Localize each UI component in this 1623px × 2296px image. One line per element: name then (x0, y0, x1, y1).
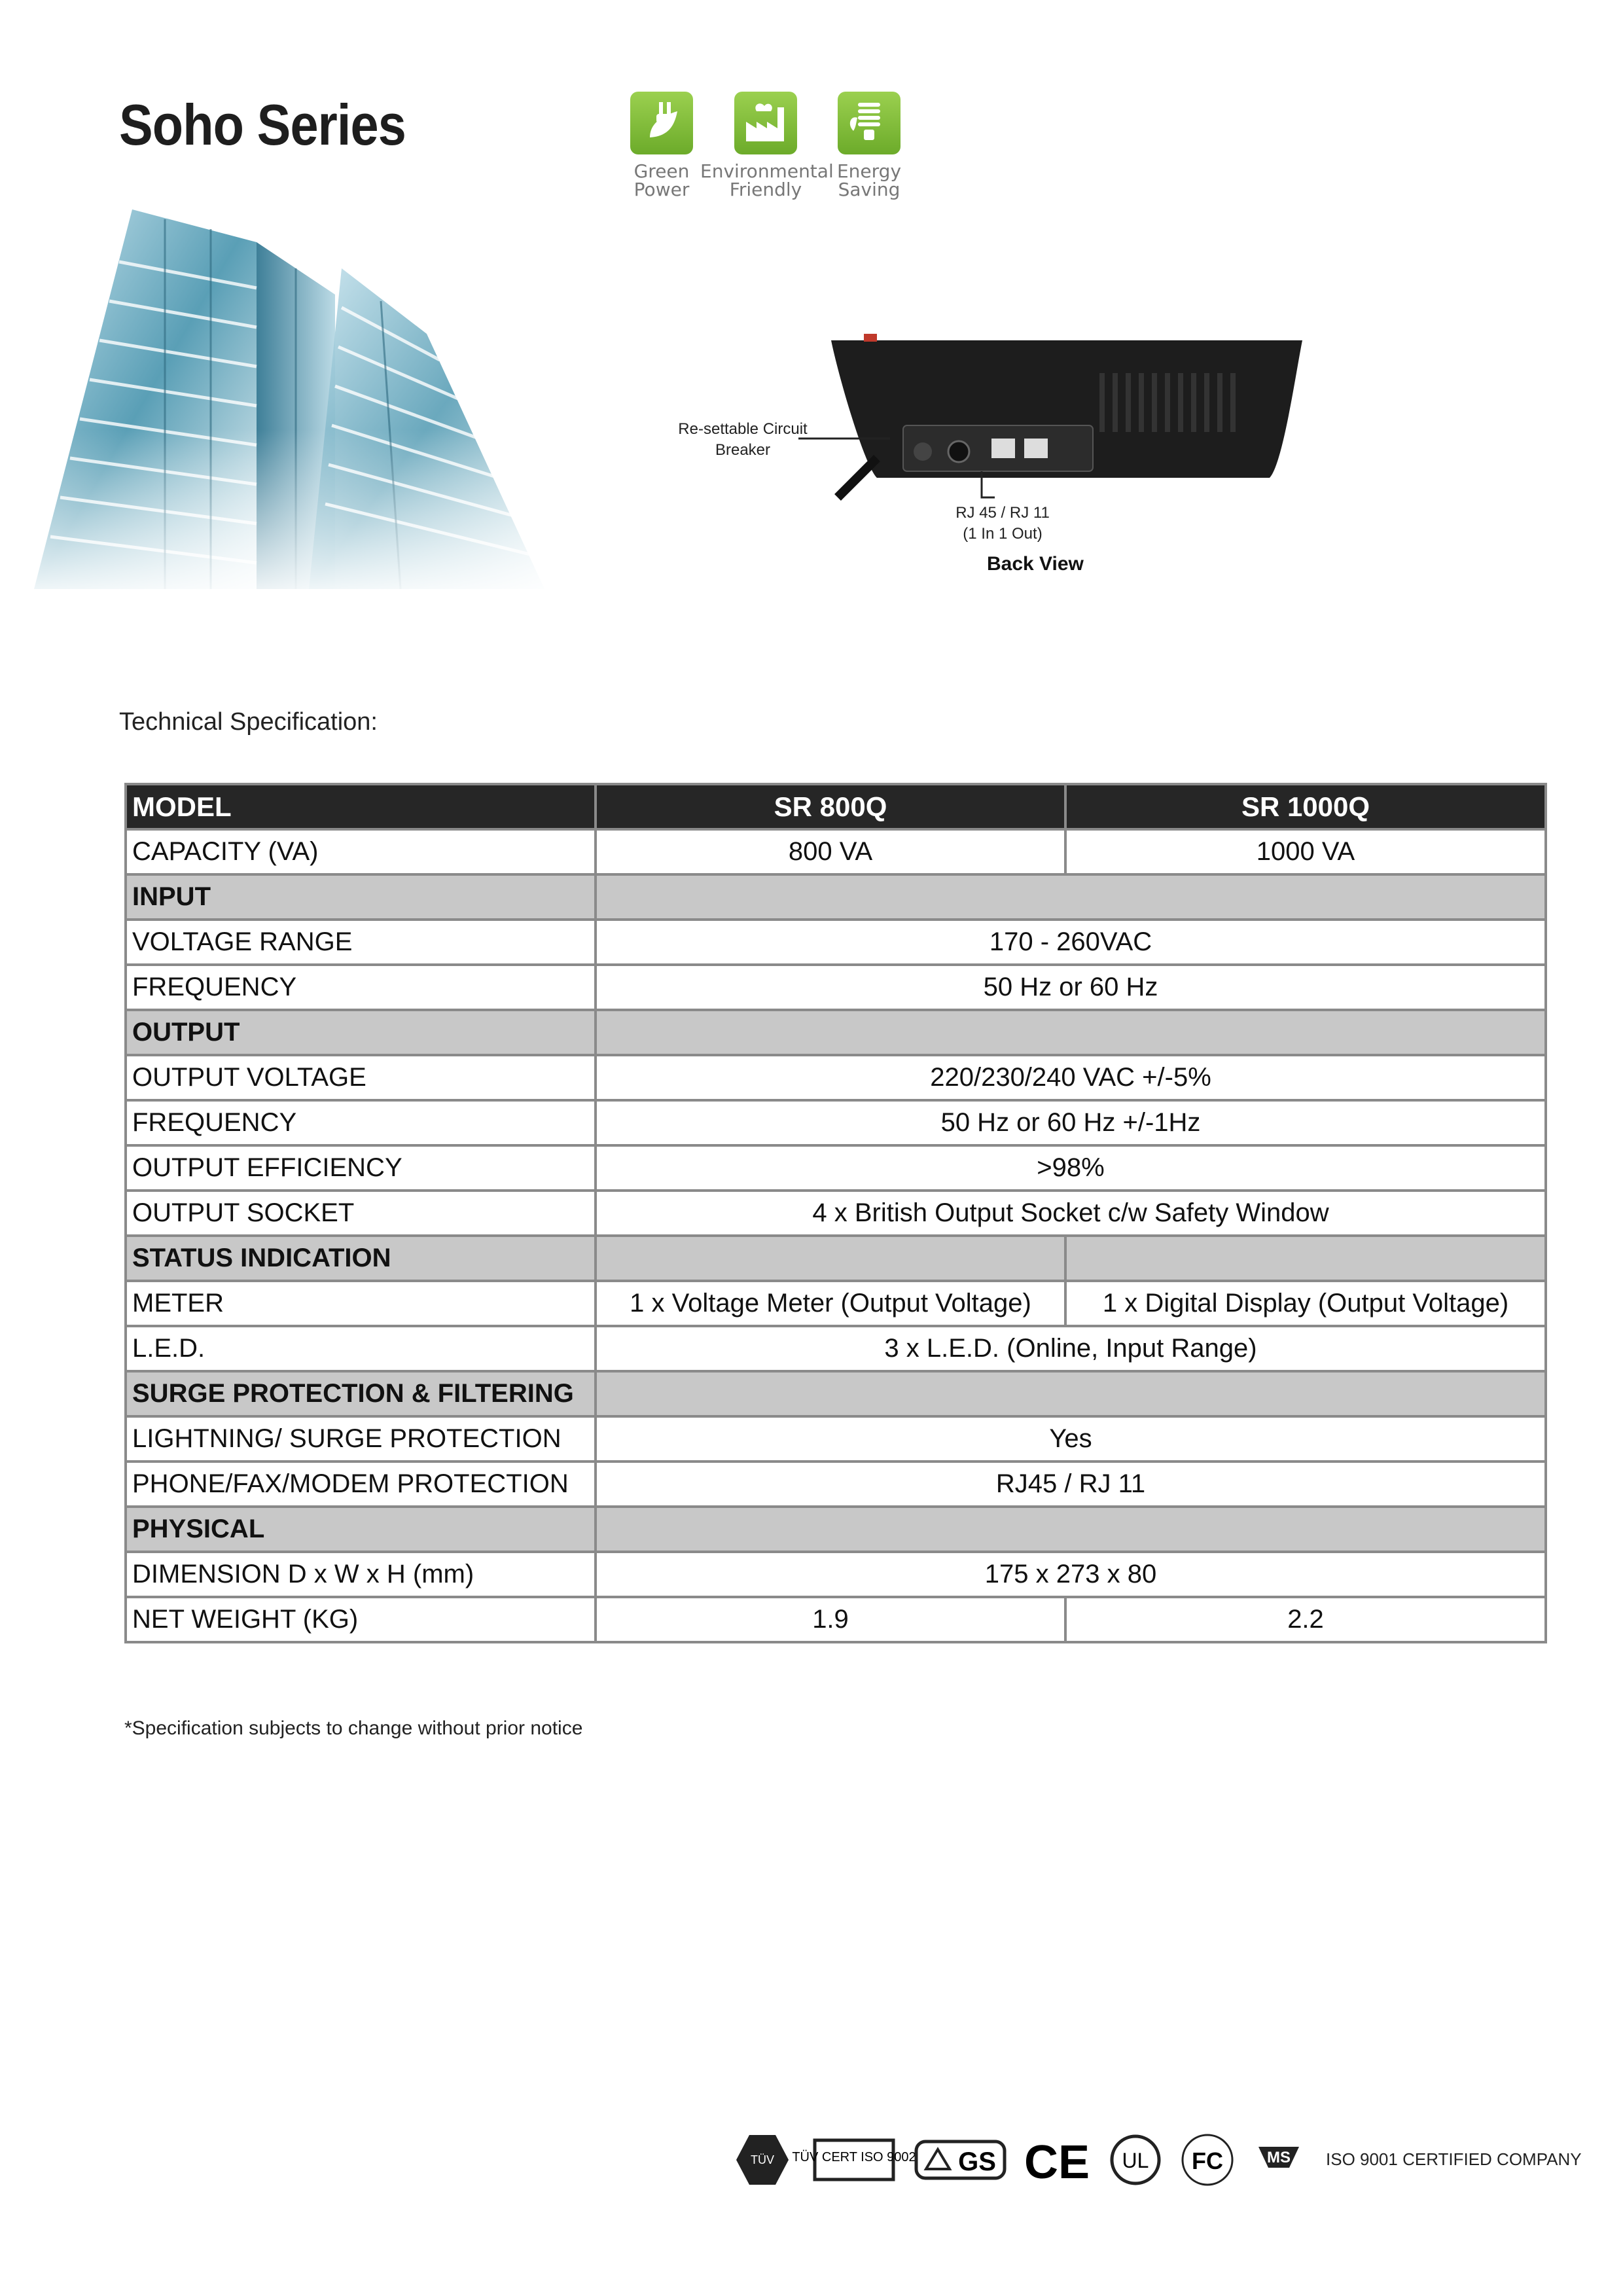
spec-value: 2.2 (1065, 1597, 1546, 1642)
spec-label: DIMENSION D x W x H (mm) (126, 1552, 596, 1597)
callout-rj-ports (937, 503, 1068, 545)
model-label: MODEL (126, 784, 596, 829)
spec-value: Yes (596, 1416, 1546, 1462)
spec-label: LIGHTNING/ SURGE PROTECTION (126, 1416, 596, 1462)
spec-row (126, 1371, 1546, 1416)
callout-line: RJ 45 / RJ 11 (955, 504, 1050, 522)
badge-label-line: Power (633, 179, 690, 200)
spec-row (126, 1010, 1546, 1055)
cert-logo-text: CE (1024, 2136, 1090, 2189)
bulb-icon (838, 92, 901, 154)
spec-row (126, 1416, 1546, 1462)
spec-row (126, 1507, 1546, 1552)
spec-footnote: *Specification subjects to change without prior notice (124, 1717, 583, 1739)
spec-section-filler (596, 1507, 1546, 1552)
spec-value: 1 x Voltage Meter (Output Voltage) (596, 1281, 1065, 1326)
spec-label: L.E.D. (126, 1326, 596, 1371)
spec-row (126, 1191, 1546, 1236)
spec-section-filler (1065, 1236, 1546, 1281)
spec-label: NET WEIGHT (KG) (126, 1597, 596, 1642)
callout-line: (1 In 1 Out) (963, 525, 1043, 543)
spec-label: FREQUENCY (126, 1100, 596, 1145)
spec-table (124, 783, 1547, 1643)
spec-row (126, 1462, 1546, 1507)
spec-row (126, 1552, 1546, 1597)
spec-value: 170 - 260VAC (596, 920, 1546, 965)
cert-logo-text: FC (1192, 2147, 1223, 2174)
badge-label-line: Saving (838, 179, 901, 200)
back-view-label: Back View (987, 553, 1084, 575)
cert-logo-text: UL (1122, 2149, 1149, 2172)
badge-energy-saving (838, 92, 901, 154)
spec-section-filler (596, 1236, 1065, 1281)
badge-label-line: Energy (836, 160, 902, 182)
spec-value: 800 VA (596, 829, 1065, 874)
badge-environmental (734, 92, 797, 154)
badge-label-line: Green (633, 160, 690, 182)
spec-label: METER (126, 1281, 596, 1326)
spec-label: OUTPUT SOCKET (126, 1191, 596, 1236)
callout-line: Breaker (715, 441, 771, 459)
spec-value: 175 x 273 x 80 (596, 1552, 1546, 1597)
fcc-mark-icon (1183, 2135, 1232, 2185)
badge-energy-saving-label (804, 162, 935, 199)
spec-row (126, 1236, 1546, 1281)
cert-logo-text: GS (958, 2147, 996, 2176)
spec-heading: Technical Specification: (119, 708, 378, 736)
ul-mark-icon (1112, 2136, 1159, 2183)
spec-row (126, 1055, 1546, 1100)
spec-header-row (126, 784, 1546, 829)
spec-row (126, 1100, 1546, 1145)
ms-mark-icon (1258, 2147, 1299, 2168)
badge-green-power (630, 92, 693, 154)
spec-value: >98% (596, 1145, 1546, 1191)
cert-logo-text: TÜV (751, 2153, 774, 2166)
spec-row (126, 1326, 1546, 1371)
spec-label: CAPACITY (VA) (126, 829, 596, 874)
badge-label-line: Friendly (729, 179, 802, 200)
spec-section-title: INPUT (126, 874, 596, 920)
spec-value: RJ45 / RJ 11 (596, 1462, 1546, 1507)
spec-row (126, 1281, 1546, 1326)
cert-logo-text: TÜV CERT ISO 9002 (792, 2150, 916, 2164)
spec-label: OUTPUT EFFICIENCY (126, 1145, 596, 1191)
spec-section-filler (596, 1371, 1546, 1416)
spec-row (126, 1145, 1546, 1191)
spec-value: 1000 VA (1065, 829, 1546, 874)
tuv-seal-icon (736, 2135, 789, 2185)
spec-section-title: SURGE PROTECTION & FILTERING (126, 1371, 596, 1416)
spec-value: 50 Hz or 60 Hz +/-1Hz (596, 1100, 1546, 1145)
gs-mark-icon (916, 2142, 1005, 2178)
model-name: SR 800Q (596, 784, 1065, 829)
spec-label: FREQUENCY (126, 965, 596, 1010)
iso-certified-text: ISO 9001 CERTIFIED COMPANY (1326, 2149, 1582, 2169)
spec-row (126, 1597, 1546, 1642)
spec-row (126, 829, 1546, 874)
spec-value: 4 x British Output Socket c/w Safety Window (596, 1191, 1546, 1236)
ce-mark-icon (1024, 2136, 1090, 2189)
tuv-cert-icon (792, 2140, 916, 2179)
spec-section-title: OUTPUT (126, 1010, 596, 1055)
plug-leaf-icon (630, 92, 693, 154)
spec-section-title: STATUS INDICATION (126, 1236, 596, 1281)
spec-value: 1.9 (596, 1597, 1065, 1642)
callout-lines (798, 432, 995, 504)
spec-section-filler (596, 874, 1546, 920)
spec-value: 220/230/240 VAC +/-5% (596, 1055, 1546, 1100)
spec-label: PHONE/FAX/MODEM PROTECTION (126, 1462, 596, 1507)
spec-label: OUTPUT VOLTAGE (126, 1055, 596, 1100)
cert-logo-text: MS (1267, 2149, 1291, 2166)
spec-row (126, 965, 1546, 1010)
callout-line: Re-settable Circuit (678, 420, 808, 438)
spec-value: 50 Hz or 60 Hz (596, 965, 1546, 1010)
spec-row (126, 874, 1546, 920)
spec-value: 3 x L.E.D. (Online, Input Range) (596, 1326, 1546, 1371)
badge-label-line: Environmental (700, 160, 834, 182)
factory-icon (734, 92, 797, 154)
building-illustration (34, 190, 558, 589)
spec-section-filler (596, 1010, 1546, 1055)
spec-label: VOLTAGE RANGE (126, 920, 596, 965)
spec-row (126, 920, 1546, 965)
callout-circuit-breaker (668, 419, 818, 461)
spec-value: 1 x Digital Display (Output Voltage) (1065, 1281, 1546, 1326)
model-name: SR 1000Q (1065, 784, 1546, 829)
page-title: Soho Series (119, 92, 406, 157)
spec-section-title: PHYSICAL (126, 1507, 596, 1552)
